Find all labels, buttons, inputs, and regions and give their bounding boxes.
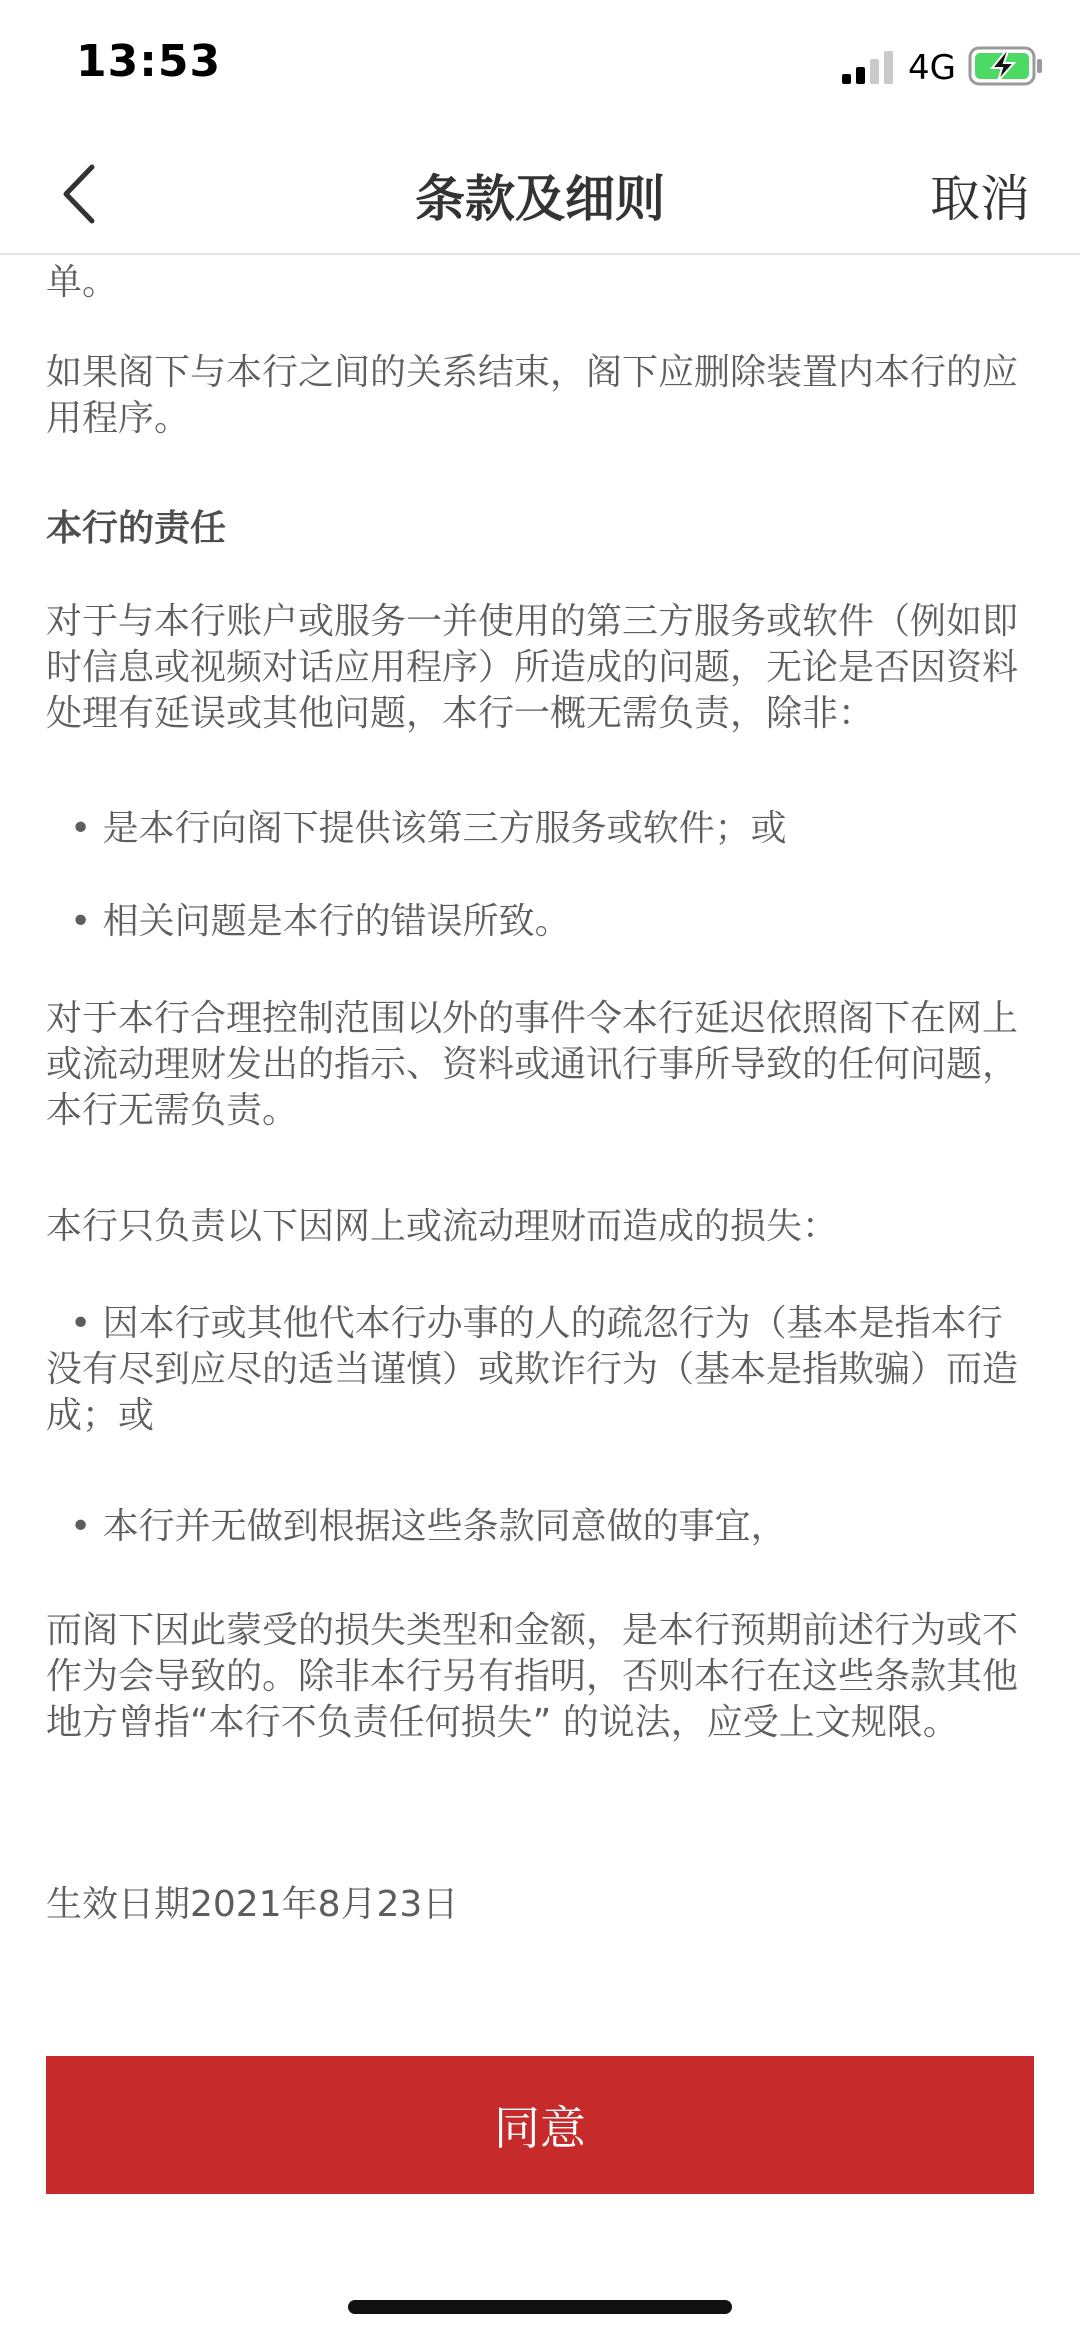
- cancel-button[interactable]: 取消: [930, 170, 1030, 228]
- page-title: 条款及细则: [415, 170, 665, 228]
- terms-paragraph: 本行只负责以下因网上或流动理财而造成的损失：: [46, 1206, 839, 1247]
- list-item: • 相关问题是本行的错误所致。: [70, 901, 571, 942]
- list-item: • 是本行向阁下提供该第三方服务或软件；或: [70, 808, 787, 849]
- terms-paragraph: 对于与本行账户或服务一并使用的第三方服务或软件（例如即时信息或视频对话应用程序）所造成的问题，无论是否因资料处理有延误或其他问题，本行一概无需负责，除非：: [46, 601, 1019, 734]
- signal-icon: [842, 50, 894, 84]
- home-indicator[interactable]: [348, 2300, 732, 2314]
- status-time: 13:53: [76, 36, 222, 87]
- section-heading: 本行的责任: [46, 508, 227, 549]
- status-bar: [0, 0, 1080, 135]
- list-item: • 本行并无做到根据这些条款同意做的事宜，: [70, 1506, 787, 1547]
- network-label: 4G: [908, 48, 956, 88]
- nav-bar: [0, 135, 1080, 255]
- terms-paragraph: 而阁下因此蒙受的损失类型和金额，是本行预期前述行为或不作为会导致的。除非本行另有指明，否则本行在这些条款其他地方曾指“本行不负责任何损失” 的说法，应受上文规限。: [46, 1610, 1019, 1743]
- terms-paragraph: 单。: [46, 262, 119, 303]
- terms-paragraph: 如果阁下与本行之间的关系结束，阁下应删除装置内本行的应用程序。: [46, 352, 1019, 439]
- effective-date: 生效日期2021年8月23日: [46, 1884, 459, 1925]
- list-item: • 因本行或其他代本行办事的人的疏忽行为（基本是指本行没有尽到应尽的适当谨慎）或欺诈行为（基本是指欺骗）而造成；或: [46, 1303, 1019, 1436]
- battery-charging-icon: [968, 46, 1044, 86]
- agree-button[interactable]: 同意: [46, 2056, 1034, 2194]
- terms-paragraph: 对于本行合理控制范围以外的事件令本行延迟依照阁下在网上或流动理财发出的指示、资料或通讯行事所导致的任何问题，本行无需负责。: [46, 998, 1019, 1131]
